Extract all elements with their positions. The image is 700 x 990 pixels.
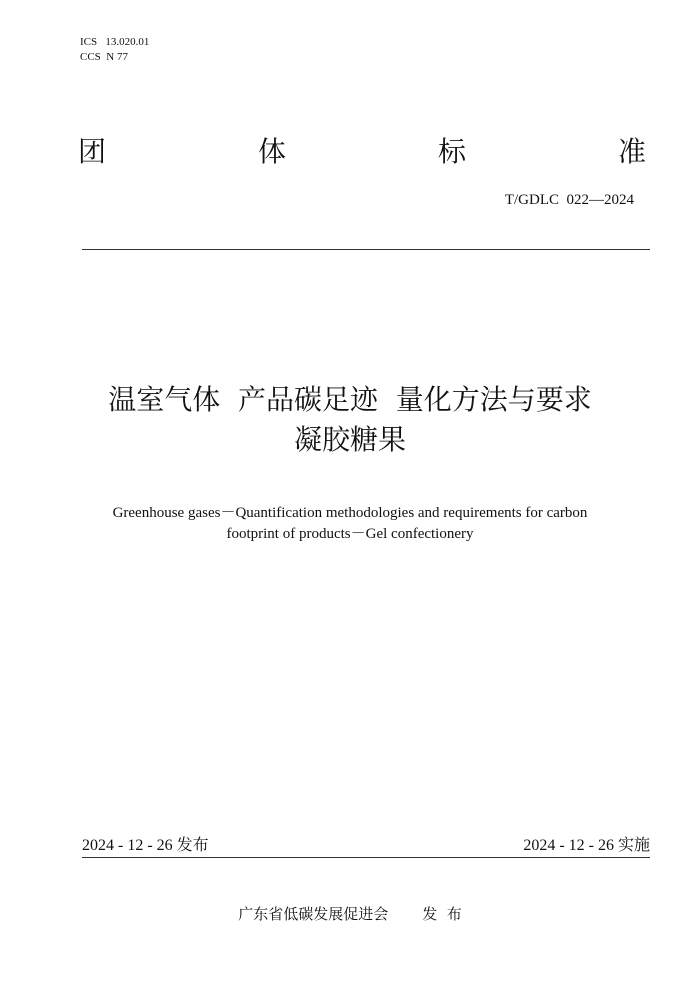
english-title-line-2: footprint of products－Gel confectionery (226, 526, 474, 542)
top-divider (82, 249, 650, 250)
publish-label: 发布 (176, 835, 209, 854)
implement-date-block (523, 834, 650, 857)
implement-date: 2024 - 12 - 26 (523, 837, 618, 854)
standard-type-heading (78, 132, 646, 172)
publisher-action: 发 布 (422, 905, 462, 923)
dates-row (82, 834, 650, 857)
standard-type-char-1: 团 (78, 135, 107, 168)
chinese-title-line-1: 温室气体 产品碳足迹 量化方法与要求 (108, 383, 592, 416)
ics-code: ICS 13.020.01 (80, 36, 150, 48)
english-title-line-1: Greenhouse gases－Quantification methodologies and requirements for carbon (112, 505, 588, 521)
classification-codes (80, 35, 149, 65)
implement-label: 实施 (617, 835, 650, 854)
standard-type-char-3: 标 (437, 135, 466, 168)
chinese-title-line-2: 凝胶糖果 (293, 423, 406, 456)
chinese-title (0, 380, 700, 460)
ccs-code: CCS N 77 (80, 51, 128, 63)
standard-type-char-4: 准 (617, 135, 646, 168)
publish-date-block (82, 834, 209, 857)
publisher-line (0, 903, 700, 924)
publisher-name: 广东省低碳发展促进会 (238, 905, 389, 923)
english-title (60, 503, 640, 545)
standard-number: T/GDLC 022—2024 (504, 192, 634, 208)
publish-date: 2024 - 12 - 26 (82, 837, 177, 854)
standard-type-char-2: 体 (257, 135, 286, 168)
bottom-divider (82, 857, 650, 858)
